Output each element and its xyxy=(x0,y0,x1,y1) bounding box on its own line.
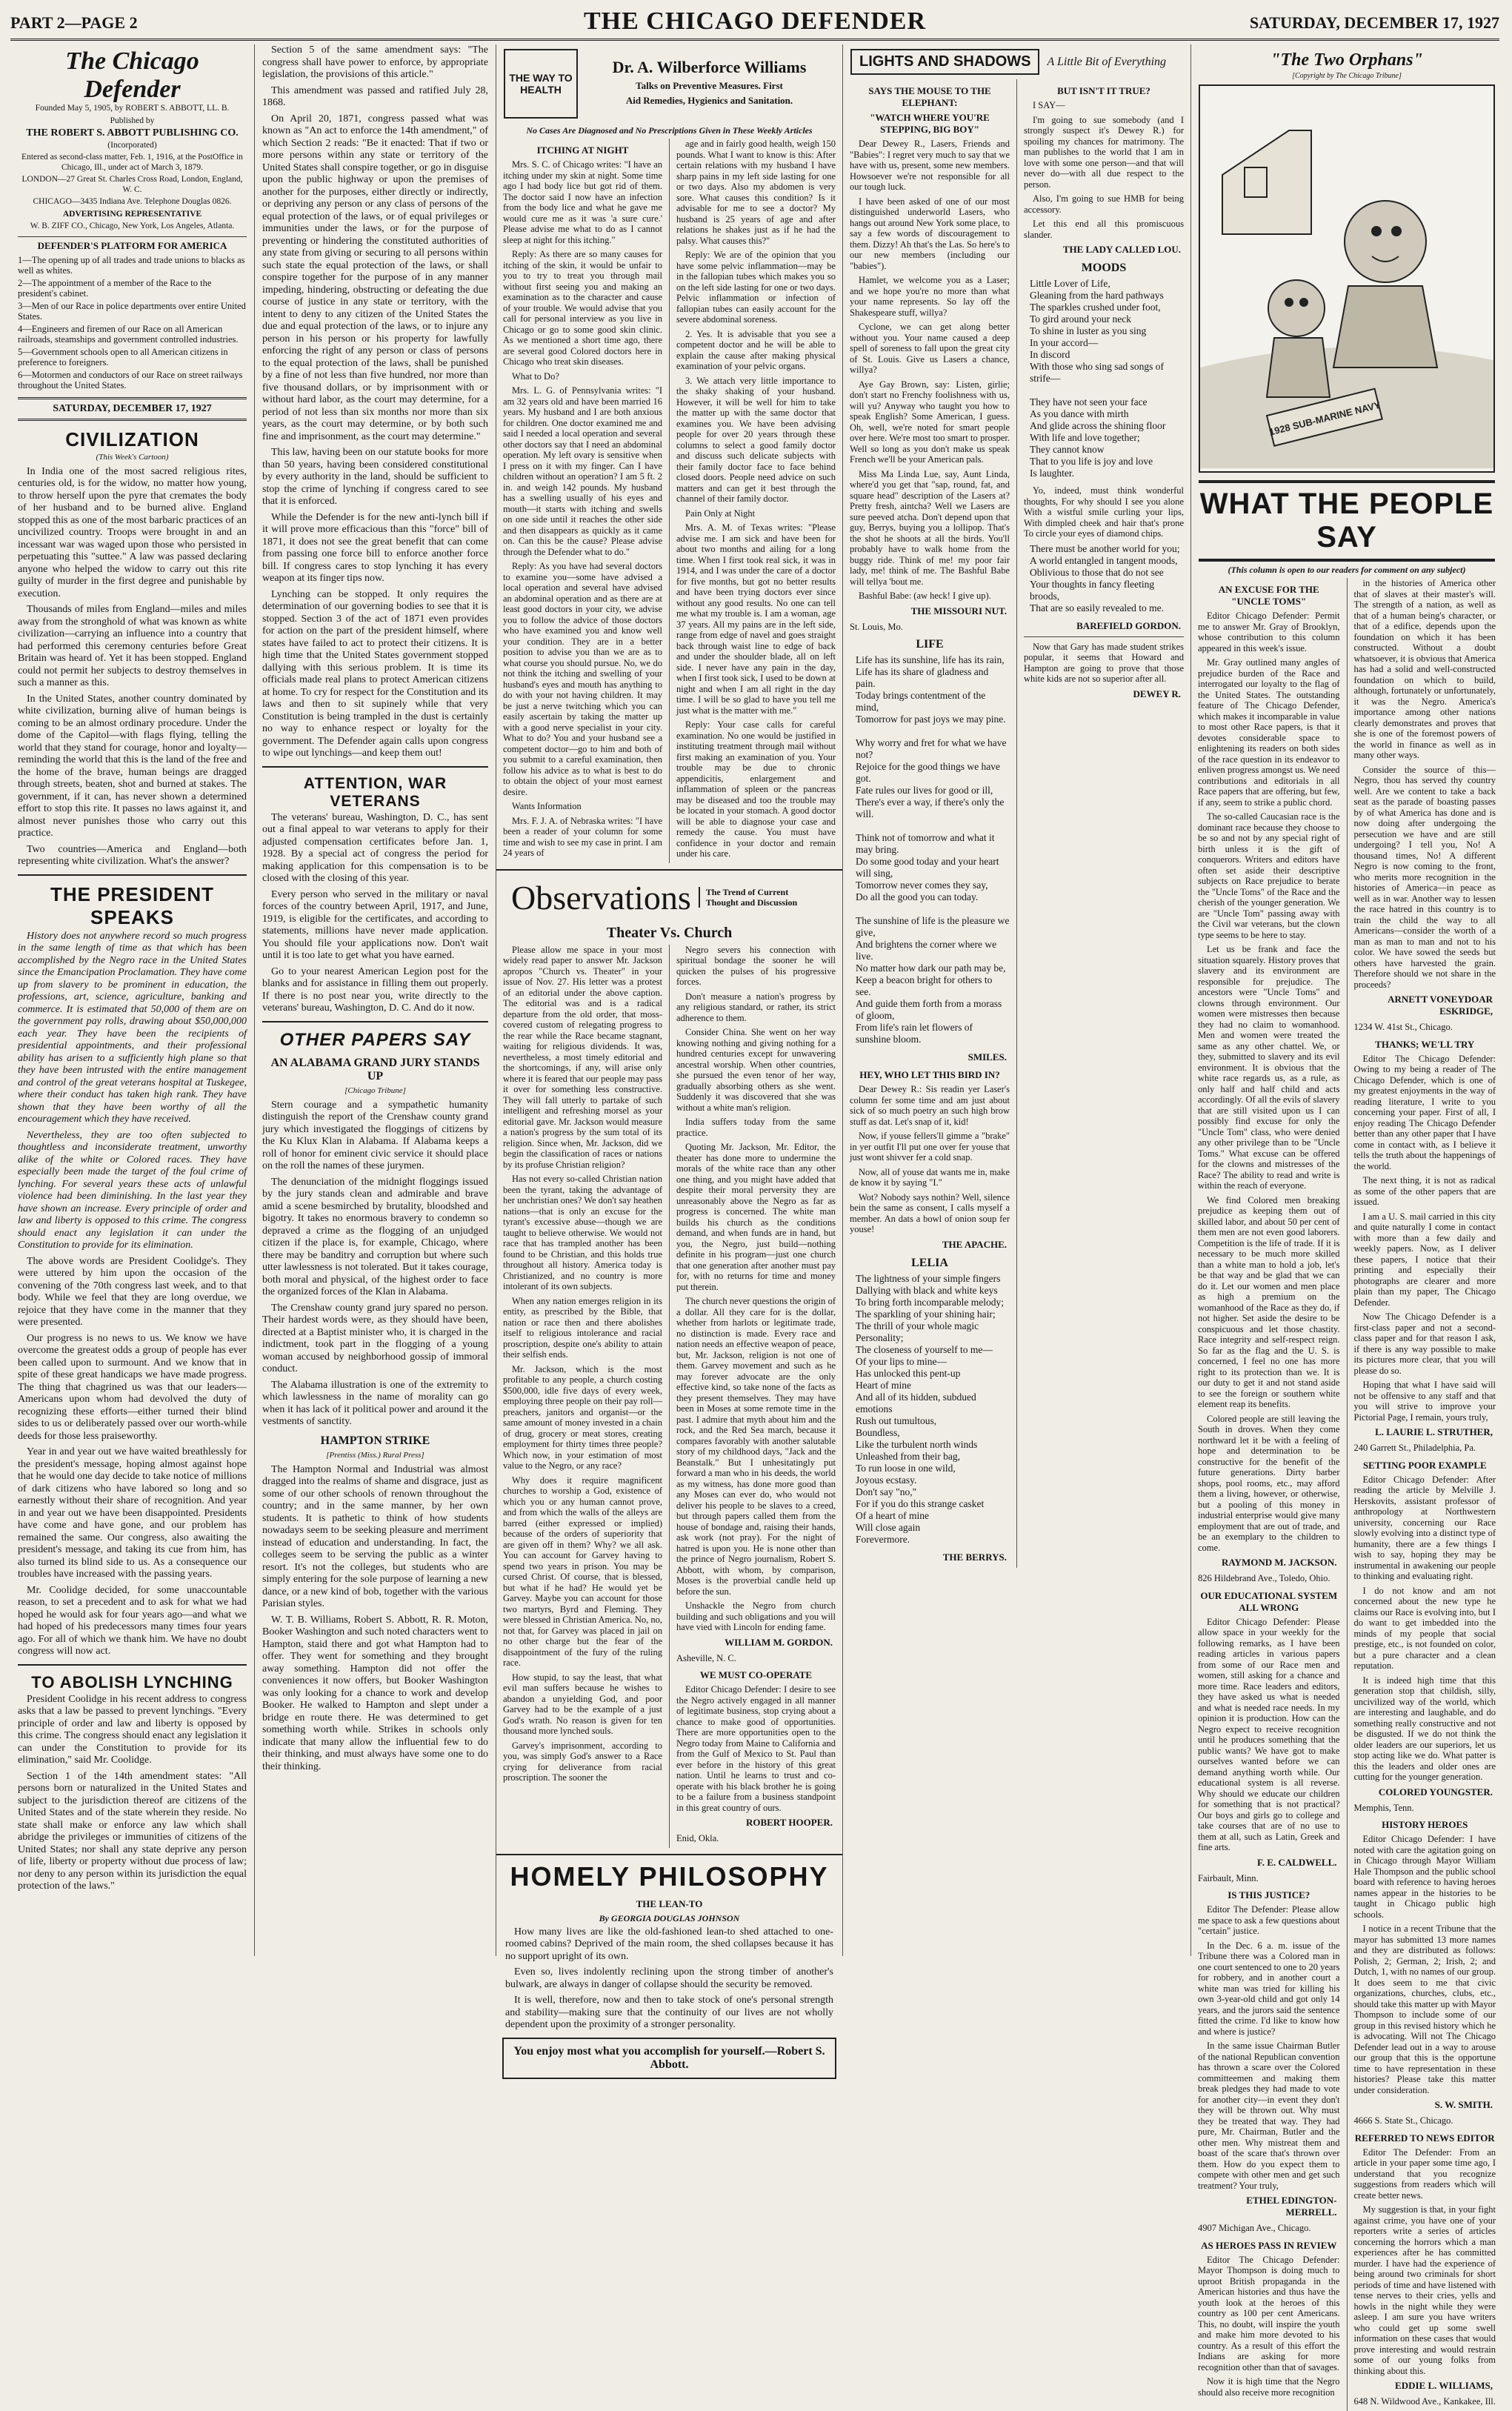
obs-right xyxy=(676,945,836,1633)
poem-line: With those who sing sad songs of strife— xyxy=(1030,361,1164,384)
doctor-para: 2. Yes. It is advisable that you see a competent doctor and he will be able to explain the cause after making physical examination of your pelvic organs. xyxy=(676,328,836,371)
poem-line: To gird around your neck xyxy=(1030,313,1132,325)
poem-line: There must be another world for you; xyxy=(1030,542,1180,554)
poem-line: Your thoughts in fancy fleeting broods, xyxy=(1030,578,1155,602)
sig-merrell: ETHEL EDINGTON-MERRELL. xyxy=(1246,2195,1337,2218)
excuse-para: The so-called Caucasian race is the dominant race because they choose to be so and not by any special right of birth unless it is the gift of conquerors. Writers and editors have often set aside their descriptive subjects on Race prejudice to berate the "Uncle Toms" of the Race and the cherish of the younger generation. We are "Uncle Tom" passing away with the Civil war veterans, but the clown type seems to be here to stay. xyxy=(1198,811,1340,940)
doctor-name: Dr. A. Wilberforce Williams xyxy=(612,58,807,76)
sig-youngster: COLORED YOUNGSTER. xyxy=(1378,1786,1493,1798)
president-intro xyxy=(18,931,247,1252)
svg-text:1928 SUB-MARINE NAVY: 1928 SUB-MARINE NAVY xyxy=(1268,399,1382,438)
doctor-para: 3. We attach very little importance to the shaky shaking of your husband. However, it will be well for him to take the matter up with the same doctor that examines you. We have been advising people for over 20 years through these columns to select a good family doctor and discuss such delicate subjects with their family doctor face to face behind closed doors. People need advice on such matters and can get it best through the channel of their family doctor. xyxy=(676,375,836,504)
doctor-para: Pain Only at Night xyxy=(685,508,756,519)
incorporated: (Incorporated) xyxy=(107,140,157,150)
sig-smiles: SMILES. xyxy=(968,1051,1007,1062)
poor-body xyxy=(1354,1474,1496,1783)
news-title: REFERRED TO NEWS EDITOR xyxy=(1354,2132,1495,2144)
jury-para: The Alabama illustration is one of the extremity to which lawlessness in the name of morality can go when it has lack of it political power and around it the vestments of sanctity. xyxy=(262,1379,488,1427)
published-by: Published by xyxy=(110,116,155,125)
homely-byline: By GEORGIA DOUGLAS JOHNSON xyxy=(599,1912,740,1923)
coop-para: Editor Chicago Defender: I desire to see the Negro actively engaged in all manner of legitimate business, stop crying about a chance to make good of opportunities. There are more opportunities open to the Negro today from Maine to California and from the Gulf of Mexico to St. Paul than ever before in the history of this great nation. Until he learns to trust and co-operate with his black brother he is going to be a failure from a business standpoint in this great country of ours. xyxy=(676,1684,836,1813)
jury-para: The denunciation of the midnight floggings issued by the jury stands clean and admirable and brave amid a scene besmirched by brutality, bloodshed and bigotry. It takes no enormous bravery to condemn so depraved a crime as the flogging of an unjudged citizen if the place is, for example, Chicago, where there may be banditry and corruption but where such utter lawlessness is not tolerated. But it takes courage, both moral and physical, of the highest order to face the organized forces of the Klan in Alabama. xyxy=(262,1176,488,1297)
poem-line: And brightens the corner where we live. xyxy=(856,939,997,962)
observations-header: Observations The Trend of Current Thought and Discussion xyxy=(496,877,842,919)
poem-line xyxy=(1030,385,1184,396)
lelia-title: LELIA xyxy=(911,1256,948,1269)
sig-barefield: BAREFIELD GORDON. xyxy=(1076,619,1181,631)
itching-title: ITCHING AT NIGHT xyxy=(536,144,629,156)
strike-source: [Prentiss (Miss.) Rural Press] xyxy=(326,1450,424,1460)
heroes-title: AS HEROES PASS IN REVIEW xyxy=(1201,2239,1337,2251)
moods-intro: Yo, indeed, must think wonderful thoughts, For why should I see you alone With a wistful smile curling your lips, With dimpled cheek and hair that's prone To circle your eyes of diamond chips. xyxy=(1024,485,1184,539)
poem-line: Little Lover of Life, xyxy=(1030,278,1110,289)
poem-line: In your accord— xyxy=(1030,337,1099,348)
doctor-tag1: Talks on Preventive Measures. First xyxy=(636,80,783,91)
excuse-body xyxy=(1198,611,1340,1553)
jury-para: The Crenshaw county grand jury spared no person. Their hardest words were, as they should have been, directed at a Baptist minister who, it is charged in the indictment, took part in the flogging of a young woman accused by neighborhood gossip of immoral conduct. xyxy=(262,1302,488,1374)
observations-para: Unshackle the Negro from church building and such obligations and you will have vied with Lincoln for ending fame. xyxy=(676,1600,836,1632)
poor-para: Editor Chicago Defender: After reading the article by Melville J. Herskovits, assistant professor of anthropology at Northwestern university, concerning our Race slowly evolving into a distinct type of humanity, there are a few things I wish to say, hoping they may be instrumental in awakening our people to thinking and evaluating right. xyxy=(1353,1474,1496,1581)
chicago-office: CHICAGO—3435 Indiana Ave. Telephone Douglas 0826. xyxy=(33,197,232,206)
mouse-title-2: "WATCH WHERE YOU'RE STEPPING, BIG BOY" xyxy=(870,112,990,135)
poem-line: Why worry and fret for what we have not? xyxy=(856,737,1007,760)
mouse-body xyxy=(850,139,1010,602)
page-number: PART 2—PAGE 2 xyxy=(10,13,138,32)
history-para: I notice in a recent Tribune that the mayor has submitted 13 more names and they are distributed as follows: Polish, 2; German, 2; Irish, 2; and Dutch, 1, with no names of our group. It does seem to me that civic organizations, churches, clubs, etc., should take this matter up with Mayor Thompson to include some of our group in this revised history which he is advocating. Will not The Chicago Defender lead out in a way to arouse our group that this is the opportune time to have representation in these histories? Please take this matter under consideration. xyxy=(1353,1923,1496,2095)
strike-body xyxy=(262,1464,488,1774)
heroes-continued xyxy=(1354,578,1496,990)
president-para: Year in and year out we have waited breathlessly for the president's message, hoping almost against hope that he would one day decide to take notice of millions of dark citizens who have labored so long and so earnestly without their share of recognition. And year in and year out we have been disappointed. Presidents have come and have gone, and our problem has remained the same. Our congress, also awaiting the president's message, and taking its cue from him, has also turned its blind side to us. As a consequence our troubles have increased with the passing years. xyxy=(18,1446,247,1580)
platform-item: 3—Men of our Race in police departments over entire United States. xyxy=(18,300,246,322)
observations-para: Has not every so-called Christian nation been the tyrant, taking the advantage of her unchristian ones? We don't say heathen nations—that is only an excuse for the tyrant's excessive abuse—though we are taught to believe otherwise. We would not race that has trampled another has been found to be Christian, and this holds true throughout all history. America today is Christianized, and no country is more intolerant of its own subjects. xyxy=(503,1174,662,1291)
veterans-body xyxy=(262,812,488,1015)
bird-para: Now, if youse fellers'll gimme a "brake" in yer outfit I'll put one over fer youse that just wont shivver fer a cold snap. xyxy=(850,1131,1010,1163)
excuse-para: Mr. Gray outlined many angles of prejudice burden of the Race and interrogated our loyalty to the flag of the United States. The outstanding feature of The Chicago Defender, which makes it incomparable in value to most other Race papers, is that it devotes considerable space to enlightening its readers on both sides of the race question in its endeavor to enliven progress amongst us. We need contributions and editorials in all Race papers that are offering, but few, if any, seem to strike a public chord. xyxy=(1198,657,1340,808)
poem-line: Keep a beacon bright for others to see. xyxy=(856,974,993,997)
observations-para: Mr. Jackson, which is the most profitable to any people, a church costing $500,000, idle five days of every week, employing three people on their pay roll—preachers, janitors and organist—or the same amount of money invested in a chain of drug, grocery or meat stores, creating employment for thirty times three people? Which now, in your estimation of most value to the Negro, or any race? xyxy=(503,1363,662,1471)
thanks-para: I am a U. S. mail carried in this city and quite naturally I come in contact with more than a few daily and weekly papers. Now, as I deliver these papers, I notice that their printing and especially their photographs are clearer and more plain than my paper, The Chicago Defender. xyxy=(1353,1211,1496,1308)
lights-subtitle: A Little Bit of Everything xyxy=(1047,55,1167,68)
lynching-para: Section 1 of the 14th amendment states: "All persons born or naturalized in the United States and subject to the jurisdiction thereof are citizens of the United States and of the state wherein they reside. No state shall make or enforce any law which shall abridge the privileges or immunities of citizens of the United States; nor shall any state deprive any person of life, liberty or property without due process of law; nor deny to any person within its jurisdiction the equal protection of the laws." xyxy=(18,1770,247,1892)
history-title: HISTORY HEROES xyxy=(1382,1819,1468,1830)
poem-line: Has unlocked this pent-up xyxy=(856,1367,961,1379)
heroes-para: Now it is high time that the Negro should also receive more recognition xyxy=(1198,2376,1340,2398)
doctor-para: Wants Information xyxy=(512,801,582,811)
poor-para: It is indeed high time that this generation stop that childish, silly, uncivilized way of the world, which are interesting and laughable, and do something really constructive and not be disgusted. If we do not think the older leaders are our superiors, let us stop acting like we do. What patter is this the leaders and older ones are cutting for the younger generation. xyxy=(1353,1675,1496,1782)
column-7-8: "The Two Orphans" [Copyright by The Chicago Tribune] 1928 SUB-MARINE NAVY WHAT THE PEOPLE SAY (This column is open to our readers for comment on any subject) AN EXCUSE FOR THE "UNCLE TOMS" Editor Chicago Defender: Permit me to answer Mr. Gray of Brooklyn, whose contribution to this column appeared in this week's issue. Mr. Gray outlined many angles of prejudice burden of the Race and interrogated our loyalty to the flag of the United States. The outstanding feature of The Chicago Defender, which makes it incomparable in value to most other Race papers, is that it devotes considerable space to enlightening its readers on both sides of the race question in its endeavor to enliven progress amongst us. We need contributions and editorials in all Race papers that are offering, but few, if any, seem to strike a public chord. The so-called Caucasian race is the dominant race because they choose to be so and not by any special right of birth unless it is the gift of conquerors. Writers and editors have often set aside their descriptive subjects on Race prejudice to berate the "Uncle Toms" of the Race and the cherish of the younger generation. We are "Uncle Tom" passing away with the Civil war veterans, but the clown type seems to be here to stay. Let us be frank and face the situation squarely. History proves that slavery and its environment are responsible for prejudice. The ancestors were "Uncle Toms" and clowns through environment. Our women were mistresses then because they had no claim to womanhood. Men and women were treated the same as any other chattel. We, or they, submitted to slavery and its evil environment. It is obvious that the white race regards us, as a rule, as only half and half child and acts accordingly. Of all the evils of slavery that are still visited upon us I can possibly find excuse for only the "Uncle Tom" class, who were denied any other privilege than to be "Uncle Toms." What excuse can be offered for the clowns and mistresses of the Race? The ability to read and write is within the reach of everyone. We find Colored men breaking prejudice as keeping them out of skilled labor, and about 50 per cent of them men are not even good laborers. Competition is the life of trade. If it is necessary to be much more skilled than a white man to hold a job, let's be that way and be glad that we can do it. Let our women and men place as high a premium on the womanhood of the Race as they do, if not higher. Set aside the desire to be conspicuous and let those chastity. Race integrity and self-respect reign. So far as the flag and the U. S. is concerned, I feel no one has more right to its protection than we. It is our duty to get it and not stand aside to see the foreign or southern white element reap its benefits. Colored people are still leaving the South in droves. When they come northward let it be with a feeling of hope and determination to be constructive for the benefit of the future generations. Dirty barber shops, pool rooms, etc., may afford them a living, however, or otherwise, but a pooling of this money in industrial enterprise would give many employment that are out of trade, and be an exemplary to the children to come. RAYMOND M. JACKSON. 826 Hildebrand Ave., Toledo, Ohio. OUR EDUCATIONAL SYSTEM ALL WRONG Editor Chicago Defender: Please allow space in your weekly for the following remarks, as I have been reading articles in various papers from some of our Race men and women, still asking for a chance and more time. Race leaders and editors, they have asked us what is needed and what is needed race needs. In my opinion it is production. How can the Negro expect to receive recognition until he produces something that the public wants? We have got to make ourselves wanted before we can demand anything worth while. Our educational system is all reverse. Why should we educate our children for something that is not practical? Our boys and girls go to college and take courses that are of no use to them at all, such as Latin, Greek and fine arts. F. E. CALDWELL. Fairbault, Minn. IS THIS JUSTICE? Editor The Defender: Please allow me space to ask a few questions about "certain" justice. In the Dec. 6 a. m. issue of the Tribune there was a Colored man in one court sentenced to one to 20 years for robbery, and in another court a white man was tried for killing his own 3-year-old child and got only 14 years, and the jurors said the sentence fitted the crime. I'd like to know how and where is justice? In the same issue Chairman Butler of the national Republican convention has thrown a scare over the Colored committeemen and making them break pledges they had made to vote for another city—in event they don't they will be thrown out. Why must they be treated that way. They had pure, Mr. Chairman, Butler and the other men. Why mistreat them and boast of the scare that's thrown over them. How do you expect them to compete with other men and get such treatment? Your truly, ETHEL EDINGTON-MERRELL. 4907 Michigan Ave., Chicago. AS HEROES PASS IN REVIEW Editor The Chicago Defender: Mayor Thompson is doing much to uproot British propaganda in the American histories and thus have the youth look at the heroes of this country as 100 per cent Americans. This, no doubt, will inspire the youth and make him more devoted to his country. As a result of this effort the Indians are asking for more recognition other than that of savages. Now it is high time that the Negro should also receive more recognition in the histories of America other that of slaves at their master's will. The strength of a nation, as well as that of a human being's character, or that of a edifice, depends upon the foundation on which it has been constructed. Without a doubt whatsoever, it is obvious that America has had a solid and well-constructed foundation on which to build, although, fortunately or unfortunately, it was the Negro. America's importance among other nations clearly demonstrates and proves that she is one of the foremost powers of the world in finance as well as in many other ways. Consider the source of this—Negro, thou has served thy country well. Are we content to take a back seat as the parade of boasting passes by of what America has done and is now doing after undergoing the persecution we have and are still undergoing? I tell you, No! A thousand times, No! A different Negro is now coming to the front, who merits more recognition in the histories of America—in peace as well as in war. Another way to lessen the race hatred in this country is to train the child the way to all Americans—consider the worth of a man as man to man and not to his color. We have sowed the seeds but others have harvested the grain. Therefore should we not share in the proceeds? ARNETT VONEYDOAR ESKRIDGE, 1234 W. 41st St., Chicago. THANKS; WE'LL TRY Editor The Chicago Defender: Owing to my being a reader of The Chicago Defender, which is one of my greatest enjoyments in the way of reading literature, I write to you concerning your paper. First of all, I enjoy reading The Chicago Defender better than any other paper that I have come in contact with, as I believe it tells the truth about the happenings of the world. The next thing, it is not as radical as some of the other papers that are issued. I am a U. S. mail carried in this city and quite naturally I come in contact with more than a few daily and weekly papers. Now, as I deliver these papers, I notice that their printing and especially their photographs are clearer and more plain than my paper, The Chicago Defender. Now The Chicago Defender is a first-class paper and not a second-class paper and for that reason I ask, if there is any way possible to make its pictures more clear, that you will please do so. Hoping that what I have said will not be offensive to any staff and that you will strive to improve your Pictorial Page, I remain, yours truly, L. LAURIE L. STRUTHER, 240 Garrett St., Philadelphia, Pa. SETTING POOR EXAMPLE Editor Chicago Defender: After reading the article by Melville J. Herskovits, assistant professor of anthropology at Northwestern university, concerning our Race slowly evolving into a distinct type of humanity, there are a few things I wish to say, hoping they may be instrumental in awakening our people to thinking and evaluating right. I do not know and am not concerned about the new type he claims our Race is evolving into, but I do want to get imbedded into the minds of my people that social prestige, etc., is not founded on color, but a pure character and a clean reputation. It is indeed high time that this generation stop that childish, silly, uncivilized way of the world, which are interesting and laughable, and do something really constructive and not be disgusted. If we do not think the older leaders are our superiors, let us stop acting like we do. What patter is this the leaders and older ones are cutting for the younger generation. COLORED YOUNGSTER. Memphis, Tenn. HISTORY HEROES Editor Chicago Defender: I have noted with care the agitation going on in Chicago through Mayor William Hale Thompson and the public school board with reference to having heroes names appear in the histories to be taught in Chicago public high schools. I notice in a recent Tribune that the mayor has submitted 13 more names and they are distributed as follows: Polish, 2; German, 2; Irish, 2; and Dutch, 1, with no names of our group. It does seem to me that civic organizations, churches, clubs, etc., should take this matter up with Mayor Thompson to include some of our group in this revised history which he is advocating. Will not The Chicago Defender lead out in a way to arouse our group that this is the opportune time to have representation in these histories? Please take this matter under consideration. S. W. SMITH. 4666 S. State St., Chicago. REFERRED TO NEWS EDITOR Editor The Defender: From an article in your paper some time ago, I understand that you recognize suggestions from readers which will create better news. My suggestion is that, in your fight against crime, you have one of your reporters write a series of articles concerning the horrors which a man experiences after he has committed murder. I have had the experience of being around two criminals for short periods of time and have listened with tense nerves to their cries, yells and howls in the night while they were asleep. I am sure you have writers who could get up some swell information on these cases that would prove interesting and would restrain some of our young folks from thinking about this. EDDIE L. WILLIAMS, 648 N. Wildwood Ave., Kankakee, Ill. xyxy=(1191,44,1502,1956)
poem-line: Will close again xyxy=(856,1521,921,1533)
poem-line: Rush out tumultous, xyxy=(856,1414,937,1426)
justice-title: IS THIS JUSTICE? xyxy=(1228,1889,1310,1900)
edu-title: OUR EDUCATIONAL SYSTEM ALL WRONG xyxy=(1200,1589,1338,1613)
observations-para: How stupid, to say the least, that what evil man suffers because he wishes to abandon a unyielding God, and poor Garvey had to be the example of a just God's wrath. No reason is given for ten thousand more lynched souls. xyxy=(503,1672,662,1736)
moods-poem-2 xyxy=(1030,543,1184,614)
excuse-para: We find Colored men breaking prejudice as keeping them out of skilled labor, and about 50 per cent of them men are not even good laborers. Competition is the life of trade. If it is necessary to be much more skilled than a white man to hold a job, let's be that way and be glad that we can do it. Let our women and men place as high a premium on the womanhood of the Race as they do, if not higher. Set aside the desire to be conspicuous and let those chastity. Race integrity and self-respect reign. So far as the flag and the U. S. is concerned, I feel no one has more right to its protection than we. It is our duty to get it and not stand aside to see the foreign or southern white element reap its benefits. xyxy=(1198,1194,1340,1409)
poem-line: Dallying with black and white keys xyxy=(856,1284,998,1296)
thanks-para: Hoping that what I have said will not be offensive to any staff and that you will strive to improve your Pictorial Page, I remain, yours truly, xyxy=(1353,1380,1496,1423)
heroes-para: in the histories of America other that of slaves at their master's will. The strength of a nation, as well as that of a human being's character, or that of a edifice, depends upon the foundation on which it has been constructed. Without a doubt whatsoever, it is obvious that America has had a solid and well-constructed foundation on which to build, although, fortunately or unfortunately, it was the Negro. America's importance among other nations clearly demonstrates and proves that she is one of the foremost powers of the world in finance as well as in many other ways. xyxy=(1353,578,1496,760)
sig-smith: S. W. SMITH. xyxy=(1434,2099,1493,2110)
poem-line: The lightness of your simple fingers xyxy=(856,1272,1001,1284)
heroes-para: Editor The Chicago Defender: Mayor Thompson is doing much to uproot British propaganda in the American histories and thus have the youth look at the heroes of this country as 100 per cent Americans. This, no doubt, will inspire the youth and make him more devoted to his country. As a result of this effort the Indians are asking for more recognition other than that of savages. xyxy=(1198,2254,1340,2372)
poem-line xyxy=(856,820,1010,832)
excuse-para: Let us be frank and face the situation squarely. History proves that slavery and its environment are responsible for prejudice. The ancestors were "Uncle Toms" and clowns through environment. Our women were mistresses then because they had no claim to womanhood. Men and women were treated the same as any other chattel. We, or they, submitted to slavery and its evil environment. It is obvious that the white race regards us, as a rule, as only half and half child and acts accordingly. Of all the evils of slavery that are still visited upon us I can possibly find excuse for only the "Uncle Tom" class, who were denied any other privilege than to be "Uncle Toms." What excuse can be offered for the clowns and mistresses of the Race? The ability to read and write is within the reach of everyone. xyxy=(1198,944,1340,1191)
poem-line: Fate rules our lives for good or ill, xyxy=(856,785,993,796)
dewey-para: Now that Gary has made student strikes popular, it seems that Howard and Hampton are going to prove that those white kids are not so superior after all. xyxy=(1024,641,1184,684)
poem-line: The thrill of your whole magic xyxy=(856,1320,979,1331)
poem-line: The sparkling of your shining hair; xyxy=(856,1308,996,1320)
column-3-4: THE WAY TO HEALTH Dr. A. Wilberforce Williams Talks on Preventive Measures. First Aid Remedies, Hygienics and Sanitation. No Cases Are Diagnosed and No Prescriptions Given in These Weekly Articles ITCHING AT NIGHT Mrs. S. C. of Chicago writes: "I have an itching under my skin at night. Some time ago I had body lice but got rid of them. The doctor said I now have an infection from the body lice and what he gave me would cure me as it was 'a sure cure.' Please advise me what to do as I cannot sleep at night for this itching." Reply: As there are so many causes for itching of the skin, it would be unfair to you to try to treat you through mail without first seeing you and making an examination as to the character and cause of your trouble. We would advise that you call for personal interview as you live in Chicago or go to some good skin clinic. As we mentioned a short time ago, there are several good Colored doctors here in Chicago who treat skin diseases. What to Do? Mrs. L. G. of Pennsylvania writes: "I am 32 years old and have been married 16 years. My husband and I are both anxious for children. One doctor examined me and said I needed a local operation and several other doctors say that I need an abdominal operation. My left ovary is sensitive when I press on it with my finger. Can I have children without an operation? I am 5 ft. 2 in. and weigh 142 pounds. My husband has a swelling usually of his eyes and mouth—it starts with itching and swells on one side until it reaches the other side and then disappears as quickly as it came on. Can this be the cause? Please advise through the Defender what to do." Reply: As you have had several doctors to examine you—some have advised a local operation and several have advised an abdominal operation and as there are at least good doctors in your city, we advise you to follow the advice of those doctors who have examined you and know well your condition. They are in a better position to advise you than we are as to what course you should pursue. No, we do not think the itching and swelling of your husband's eyes and mouth has anything to do with your not having children. It may be just a nerve twitching which you can easily ascertain by taking the matter up with a good nerve specialist in your city. What to do? You and your husband see a competent doctor—go to him and both of you submit to a careful examination, then follow his advice as to what is best to do to obtain the object of your most earnest desire. Wants Information Mrs. F. J. A. of Nebraska writes: "I have been a reader of your column for some time and wish to see my case in print. I am 24 years of age and in fairly good health, weigh 150 pounds. What I want to know is this: After certain relations with my husband I have sharp pains in my left side lasting for one or two days. Also my abdomen is very sore. What causes this condition? Is it advisable for me to see a doctor? My husband is 25 years of age and after relations he shakes just as if he had the palsy. What causes this?" Reply: We are of the opinion that you have some pelvic inflammation—may be in the fallopian tubes which makes you so on the left side lasting for one or two days. Pelvic inflammation or infection of fallopian tubes can easily account for the severe abdominal soreness. 2. Yes. It is advisable that you see a competent doctor and he will be able to explain the cause after making physical examination of your pelvic organs. 3. We attach very little importance to the shaky shaking of your husband. However, it will be well for him to take the matter up with the same doctor that examines you. We have been advising people for over 20 years through these columns to select a good family doctor and discuss such delicate subjects with their family doctor face to face behind closed doors. People need advice on such matters and can get it best through the channel of their family doctor. Pain Only at Night Mrs. A. M. of Texas writes: "Please advise me. I am sick and have been for about two months and ailing for a long time. When I first took real sick, it was in 1914, and I was under the care of a doctor for five months, but got no better results and have been trying doctors ever since without any good results. No one can tell me what my trouble is. I am a woman, age 37 years. All my pains are in the left side, range from edge of navel and goes straight back through waist line to edge of back and under the shoulder blade, all on left side. I never have any pain in the day, when I first took sick, I used to be down at night and when I am all right in the day time. I will be so glad to have you tell me just what is the matter with me." Reply: Your case calls for careful examination. No one would be justified in instituting treatment through mail without first making an examination of you. Your trouble may be due to chronic appendicitis, enlargement and inflammation of spleen or the pancreas may be diseased and too the trouble may be located in your stomach. A good doctor will be able to diagnose your case and remedy the cause. You must have confidence in your doctor and remain under his care. Observations The Trend of Current Thought and Discussion Theater Vs. Church Please allow me space in your most widely read paper to answer Mr. Jackson apropos "Church vs. Theater" in your issue of Nov. 27. His letter was a protest of an editorial under the above caption. The editorial was and is a radical departure from the old order, that moss-covered custom of relegating progress to the rear while the Race became stagnant, waiting for religious dividends. It was, nevertheless, a most timely editorial and the shortcomings, if any, will arise only where it is feared that our people may pass it over for something less constructive. They will fall utterly to partake of such intelligent and refreshing morsel as your editorial gave. Mr. Jackson would measure a nation's progress by the sum total of its religion. Since when, Mr. Jackson, did we begin the classification of races or nations by its profuse Christian religion? Has not every so-called Christian nation been the tyrant, taking the advantage of her unchristian ones? We don't say heathen nations—that is only an excuse for the tyrant's excessive abuse—though we are taught to believe otherwise. We would not race that has trampled another has been found to be Christian, and this holds true throughout all history. America today is Christianized, and no country is more intolerant of its own subjects. When any nation emerges religion in its entity, as prescribed by the Bible, that nation or race then and there abolishes itself to religious intolerance and racial proscription, despite one's ability to attain their selfish ends. Mr. Jackson, which is the most profitable to any people, a church costing $500,000, idle five days of every week, employing three people on their pay roll—preachers, janitors and organist—or the same amount of money invested in a chain of drug, grocery or meat stores, creating employment for thirty times three people? Which now, in your estimation of most value to the Negro, or any race? Why does it require magnificent churches to worship a God, existence of which you or any human cannot prove, and from which the walls of the alleys are barred (either expressed or implied) because of the orders of superiority that are given off in them? Why? we all ask. You can account for Garvey having to spend two years in prison. You may be cursed Christ. Of course, that is blessed, but what if he had? He would yet be Garvey. Maybe you can account for those two martyrs, Byrd and Fleming. They were blessed in Christian America. No, no, not that, for Garvey was placed in jail on no other charge but the fear of the disappointment of the fury of the ruling race. How stupid, to say the least, that what evil man suffers because he wishes to abandon a unyielding God, and poor Garvey had to be the example of a just God's wrath. No reason is given for ten thousand more lynched souls. Garvey's imprisonment, according to you, was simply God's answer to a Race crying for deliverance from racial proscription. The sooner the Negro severs his connection with spiritual bondage the sooner he will quicken the pulses of his progressive forces. Don't measure a nation's progress by any religious standard, or rather, its strict adherence to them. Consider China. She went on her way knowing nothing and giving nothing for a hundred centuries except for unwavering ancestral worship. When other countries, she pursued the even tenor of her way, gradually absorbing others as she went. Suddenly it was discovered that she was without a white man's religion. India suffers today from the same practice. Quoting Mr. Jackson, Mr. Editor, the theater has done more to undermine the morals of the white race than any other one thing, and you might have added that despite their moral perversity they are unreasonably above the Negro as far as progress is concerned. The white man builds his church as the conditions demand, and when funds are in hand, but you, the Negro, just build—nothing definite in his program—just one church that one generation after another must pay for, with no returns for time and money put therein. The church never questions the origin of a dollar. All they care for is the dollar, whether from harlots or legitimate trade, no distinction is made. Every race and nation needs an effective weapon of peace, but, Mr. Jackson, religion is not one of them. Garvey movement and such as he may forever advocate are the only effective kind, so take none of the facts as they present themselves. They may have been in Moses at some remote time in the past. I admire that myth about him and the rock, and the Red Sea march, because it compares favorably with another salutable story of my childhood days, "Jack and the Beanstalk." But I unhesitatingly put forward a man who in his deeds, the world as my witness, has done more good than any Moses can ever do, who would not deliver his people to be slaves to a creed, but through papers called them from the house of bondage and, raising their hands, ask work (not pray). For the night of hatred is upon you. He is none other than the prince of Negro journalism, Robert S. Abbott, with whom, by comparison, Moses is the proverbial candle held up before the sun. Unshackle the Negro from church building and such obligations and you will have vied with Lincoln for ending fame. WILLIAM M. GORDON. Asheville, N. C. WE MUST CO-OPERATE Editor Chicago Defender: I desire to see the Negro actively engaged in all manner of legitimate business, stop crying about a chance to make good of opportunities. There are more opportunities open to the Negro today from Maine to California and from the Gulf of Mexico to St. Paul than ever before in the history of this great nation. Until he learns to trust and co-operate with his black brother he is going to be a failure from a business standpoint in this great country of ours. ROBERT HOOPER. Enid, Okla. HOMELY PHILOSOPHY THE LEAN-TO By GEORGIA DOUGLAS JOHNSON How many lives are like the old-fashioned lean-to shed attached to one-roomed cabins? Deprived of the main room, the shed collapses because it has no support upright of its own. Even so, lives indolently reclining upon the strong timber of another's bulwark, are always in danger of collapse should the security be removed. It is well, therefore, now and then to take stock of one's personal strength and stability—making sure that the continuity of our lives are not wholly dependent upon the proximity of a stronger personality. You enjoy most what you accomplish for yourself.—Robert S. Abbott. xyxy=(496,44,843,1956)
poem-line: Joyous ecstasy. xyxy=(856,1474,917,1486)
poem-line: To run loose in one wild, xyxy=(856,1462,956,1474)
observations-title: Observations xyxy=(511,878,691,917)
true-para: I'm going to sue somebody (and I strongly suspect it's Dewey R.) for spoiling my chances for matrimony. The man publishes to the world that I am in love with some one person—and that will never do—with all due respect to the person. xyxy=(1024,114,1184,190)
wps-note: (This column is open to our readers for comment on any subject) xyxy=(1228,565,1466,575)
sig-berrys: THE BERRYS. xyxy=(942,1551,1007,1563)
heroes-para: Consider the source of this—Negro, thou has served thy country well. Are we content to take a back seat as the parade of boasting passes by of what America has done and is now doing after undergoing the persecution we have and are still undergoing? I tell you, No! A thousand times, No! A different Negro is now coming to the front, who merits more recognition in the histories of America—in peace as well as in war. Another way to lessen the race hatred in this country is to train the child the way to all Americans—consider the worth of a man as man to man and not to his color. We have sowed the seeds but others have harvested the grain. Therefore should we not share in the proceeds? xyxy=(1353,764,1496,990)
observations-para: Quoting Mr. Jackson, Mr. Editor, the theater has done more to undermine the morals of the white race than any other one thing, and you might have added that despite their moral perversity they are unreasonably above the Negro as far as progress is concerned. The white man builds his church as the conditions demand, and when funds are in hand, but you, the Negro, just build—nothing definite in his program—just one church that one generation after another must pay for, with no returns for time and money put therein. xyxy=(676,1142,836,1292)
homely-title: HOMELY PHILOSOPHY xyxy=(510,1860,829,1892)
poem-line: Heart of mine xyxy=(856,1379,911,1391)
excuse-title: AN EXCUSE FOR THE "UNCLE TOMS" xyxy=(1218,584,1319,607)
poem-line: Tomorrow for past joys we may pine. xyxy=(856,714,1006,725)
bird-para: Wot? Nobody says nothin? Well, silence bein the same as consent, I calls myself a member. An dats a bowl of onion soup fer youse! xyxy=(850,1191,1010,1234)
masthead-logo: The Chicago Defender xyxy=(65,47,199,103)
poem-line: The sunshine of life is the pleasure we give, xyxy=(856,915,1010,938)
poem-line: A world entangled in tangent moods, xyxy=(1030,554,1178,566)
edu-body xyxy=(1198,1617,1340,1853)
homely-body xyxy=(496,1926,842,2032)
coop-body xyxy=(676,1684,836,1813)
mouse-para: Dear Dewey R., Lasers, Friends and "Babies": I regret very much to say that we have with us, present, some new members. Howsoever we're not responsible for all our tough luck. xyxy=(850,139,1010,192)
poem-line: That to you life is joy and love xyxy=(1030,456,1153,467)
theater-title: Theater Vs. Church xyxy=(606,924,733,941)
doctor-para: Reply: We are of the opinion that you have some pelvic inflammation—may be in the fallopian tubes which makes you so on the left side lasting for one or two days. Pelvic inflammation or infection of fallopian tubes can easily account for the severe abdominal soreness. xyxy=(676,250,836,325)
doctor-right xyxy=(676,139,836,859)
civilization-para: Thousands of miles from England—miles and miles away from the stronghold of what was known as white civilization—carrying an influence into a country that had performed this ceremony centuries before Great Britain was heard of. Yet it has been stopped. England could not permit her subjects to destroy themselves in such a manner as this. xyxy=(18,604,247,688)
sig-caldwell: F. E. CALDWELL. xyxy=(1256,1856,1337,1868)
doctor-para: Mrs. F. J. A. of Nebraska writes: "I have been a reader of your column for some time and wish to see my case in print. I am 24 years of xyxy=(503,815,662,858)
doctor-para: Mrs. S. C. of Chicago writes: "I have an itching under my skin at night. Some time ago I had body lice but got rid of them. The doctor said I now have an infection from the body lice and what he gave me would cure me as it was 'a sure cure.' Please advise me what to do as I cannot sleep at night for this itching." xyxy=(503,159,662,245)
poor-para: I do not know and am not concerned about the new type he claims our Race is evolving into, but I do want to get imbedded into the minds of my people that social prestige, etc., is not founded on color, but a pure character and a clean reputation. xyxy=(1353,1585,1496,1671)
mouse-para: Aye Gay Brown, say: Listen, girlie; don't start no Frenchy foolishness with us, will yu? Anyway who taught you how to speak English? Some American, I guess. Oh, well, we're noted for smart people over here. We're most too smart to prosper. Well so long as you don't make us speak French we'll be your American pals. xyxy=(850,379,1010,465)
poem-line: In discord xyxy=(1030,349,1070,360)
platform-item: 1—The opening up of all trades and trade unions to blacks as well as whites. xyxy=(18,254,245,276)
civilization-para: In India one of the most sacred religious rites, centuries old, is for the widow, no matter how young, to throw herself upon the pyre that cremates the body of her husband and to be burned alive. England stopped this as one of the most barbaric practices of an uncivilized country. Troops were brought in and an incessant war was waged upon those who persisted in perpetuating this "suttee." A law was passed declaring anyone who helped the widow to carry out this rite guilty of murder in the first degree and punishable by execution. xyxy=(18,465,247,599)
poem-line: And all of its hidden, subdued emotions xyxy=(856,1391,976,1414)
mouse-para: I have been asked of one of our most distinguished underworld Lasers, who hangs out around New York some place, to say a few words of discouragement to them. Dizzy! Ah that's the Las. So here's to our new members (including our "babies"). xyxy=(850,196,1010,271)
veterans-title: ATTENTION, WAR VETERANS xyxy=(303,774,447,810)
poem-line: Rejoice for the good things we have got. xyxy=(856,761,1000,784)
news-para: Editor The Defender: From an article in your paper some time ago, I understand that you recognize suggestions from readers which will create better news. xyxy=(1353,2146,1496,2201)
running-header xyxy=(10,4,1499,41)
poem-line: That are so easily revealed to me. xyxy=(1030,602,1165,613)
lynching-para: While the Defender is for the new anti-lynch bill if it will prove more efficacious than this "force" bill of 1871, it does not see the great benefit that can come from passing one force bill to enforce another force bill. If congress cares to stop lynching it has every weapon at its finger tips now. xyxy=(262,511,488,584)
thanks-body xyxy=(1354,1054,1496,1423)
mouse-title: SAYS THE MOUSE TO THE ELEPHANT: xyxy=(868,85,991,108)
platform-item: 6—Motormen and conductors of our Race on street railways throughout the United States. xyxy=(18,369,243,390)
poem-line: Think not of tomorrow and what it may bring. xyxy=(856,832,995,855)
civilization-para: In the United States, another country dominated by white civilization, burning alive of human beings is coming to be an almost ordinary procedure. Under the dome of the Capitol—with flags flying, telling the world that they stand for courage, honor and loyalty—reminding the world that this is the land of the free and the home of the brave, human beings are dragged through streets, beaten, shot and burned at stakes. The government, if it can, has never shown a determined effort to stop this rite. It passes no laws against it, and almost never punishes those who carry out this practice. xyxy=(18,693,247,839)
poem-line: Gleaning from the hard pathways xyxy=(1030,290,1164,301)
justice-para: In the Dec. 6 a. m. issue of the Tribune there was a Colored man in one court sentenced to one to 20 years for robbery, and in another court a white man was tried for killing his own 3-year-old child and got only 14 years, and the jurors said the sentence fitted the crime. I'd like to know how and where is justice? xyxy=(1198,1940,1340,2037)
doctor-para: Mrs. A. M. of Texas writes: "Please advise me. I am sick and have been for about two months and ailing for a long time. When I first took real sick, it was in 1914, and I was under the care of a doctor for five months, but got no better results and have been trying doctors ever since without any good results. No one can tell me what my trouble is. I am a woman, age 37 years. All my pains are in the left side, range from edge of navel and goes straight back through waist line to edge of back and under the shoulder blade, all on left side. I never have any pain in the day, when I first took sick, I used to be down at night and when I am all right in the day time. I will be so glad to have you tell me just what is the matter with me." xyxy=(676,522,836,716)
poem-line: The closeness of yourself to me— xyxy=(856,1343,993,1355)
justice-para: In the same issue Chairman Butler of the national Republican convention has thrown a scare over the Colored committeemen and making them break pledges they had made to vote for another city—in event they don't they will be thrown out. Why must they be treated that way. They had pure, Mr. Chairman, Butler and the other men. Why mistreat them and boast of the scare that's thrown over them. How do you expect them to compete with other men and get such treatment? Your truly, xyxy=(1198,2041,1340,2191)
news-body xyxy=(1354,2147,1496,2377)
thanks-para: Editor The Chicago Defender: Owing to my being a reader of The Chicago Defender, which is one of my greatest enjoyments in the way of reading literature, I write to you concerning your paper. First of all, I enjoy reading The Chicago Defender better than any other paper that I have come in contact with, as I believe it tells the truth about the happenings of the world. xyxy=(1353,1053,1496,1171)
civilization-sub: (This Week's Cartoon) xyxy=(96,452,169,462)
sig-hooper: ROBERT HOOPER. xyxy=(745,1817,833,1828)
observations-para: India suffers today from the same practice. xyxy=(676,1117,836,1138)
mouse-para: Bashful Babe: (aw heck! I give up). xyxy=(859,591,991,601)
leanto-title: THE LEAN-TO xyxy=(636,1898,703,1909)
sig-apache: THE APACHE. xyxy=(942,1238,1007,1250)
poem-line: For if you do this strange casket xyxy=(856,1497,985,1509)
sig-gordon: WILLIAM M. GORDON. xyxy=(725,1636,833,1648)
sig-dewey: DEWEY R. xyxy=(1133,688,1181,699)
life-title: LIFE xyxy=(916,638,944,651)
true-para: I SAY— xyxy=(1033,100,1065,110)
strike-title: HAMPTON STRIKE xyxy=(320,1434,430,1447)
poem-line: They cannot know xyxy=(1030,444,1105,455)
poem-line: Unleashed from their bag, xyxy=(856,1450,960,1462)
poem-line: Forevermore. xyxy=(856,1533,910,1545)
president-para: Our progress is no news to us. We know we have overcome the greatest odds a group of people has ever been called upon to surmount. And we know that in spite of these great handicaps we have made progress. The thing that chagrined us was that our leaders—Americans upon whom had devolved the duty of recognizing these efforts—either turned their blind sides to us or deliberately passed over our worth-while deeds for those less praiseworthy. xyxy=(18,1332,247,1442)
poem-line: Of a heart of mine xyxy=(856,1509,929,1521)
president-para: The above words are President Coolidge's. They were uttered by him upon the occasion of the convening of the 70th congress last week, and to that body. While we feel that they are long overdue, we rejoice that they have come in the manner that they were presented. xyxy=(18,1255,247,1328)
doctor-para: What to Do? xyxy=(512,370,559,382)
poem-line: Do some good today and your heart will sing, xyxy=(856,856,999,879)
doctor-para: age and in fairly good health, weigh 150 pounds. What I want to know is this: After certain relations with my husband I have sharp pains in my left side lasting for one or two days. Also my abdomen is very sore. What causes this condition? Is it advisable for me to see a doctor? My husband is 25 years of age and after relations he shakes just as if he had the palsy. What causes this?" xyxy=(676,139,836,246)
thanks-para: Now The Chicago Defender is a first-class paper and not a second-class paper and for that reason I ask, if there is any way possible to make its pictures more clear, that you will please do so. xyxy=(1353,1311,1496,1376)
mouse-para: Hamlet, we welcome you as a Laser; and we hope you're no more than what your name represents. So lay off the Shakespeare stuff, willya? xyxy=(850,275,1010,318)
president-para: Mr. Coolidge decided, for some unaccountable reason, to set a precedent and to ask for what we had hoped he would ask for four years ago—and what we had hoped of his predecessors many times four years ago. For all of which we thank him. We have no doubt congress will now act. xyxy=(18,1584,247,1657)
mouse-para: Miss Ma Linda Lue, say, Aunt Linda, where'd you get that "sap, round, fat, and square head" description of the Lasers at? Pretty fresh, aintcha? Well we Lasers are sure peeved atcha. Don't depend upon that guy, Berrys, buying you a lollipop. That's the shot he shoots at all the birds. You'll probably have to walk home from the buggy ride. Think of me! my poor fair lady, me! think of me. The Bashful Babe will tellya 'bout me. xyxy=(850,468,1010,587)
column-1 xyxy=(10,44,255,1956)
platform-item: 5—Government schools open to all American citizens in preference to foreigners. xyxy=(18,346,228,368)
london-office: LONDON—27 Great St. Charles Cross Road, London, England, W. C. xyxy=(21,175,243,194)
lelia-poem xyxy=(856,1273,1010,1546)
jury-title: AN ALABAMA GRAND JURY STANDS UP xyxy=(270,1056,480,1083)
poem-line: As you dance with mirth xyxy=(1030,408,1129,419)
lynching-para: Lynching can be stopped. It only requires the determination of our governing bodies to see that it is stopped. Section 3 of the act of 1871 even provides for action on the part of the president himself, where states have failed to act to protect their citizens. It is high time that the United States government stopped dallying with this serious problem. It is time its officials made real plans to protect American citizens at home. To cry for respect for the Constitution and its laws and then to sit supinely while that very Constitution is being trampled in the dust is certainly no way to enhance respect or loyalty for the government. The Defender again calls upon congress to wipe out lynchings—and keep them out! xyxy=(262,588,488,759)
doctor-header xyxy=(496,44,842,123)
poem-line: Of your lips to mine— xyxy=(856,1355,947,1367)
dewey-note xyxy=(1024,642,1184,685)
veterans-para: Every person who served in the military or naval forces of the country between April, 1917, and June, 1919, is eligible for the certificates, and according to statements, millions have never made application. You should file your applications now. Don't wait until it is too late to get what you have earned. xyxy=(262,888,488,961)
jury-body xyxy=(262,1100,488,1429)
veterans-para: The veterans' bureau, Washington, D. C., has sent out a final appeal to war veterans to apply for their adjusted compensation certificates before Jan. 1, 1928. By a special act of congress the period for making application for this compensation is to be closed with the closing of this year. xyxy=(262,811,488,884)
observations-para: Garvey's imprisonment, according to you, was simply God's answer to a Race crying for deliverance from racial proscription. The sooner the xyxy=(503,1740,662,1783)
cartoon-title: "The Two Orphans" xyxy=(1270,50,1423,70)
sig-jackson: RAYMOND M. JACKSON. xyxy=(1221,1557,1337,1568)
moods-title: MOODS xyxy=(1081,262,1127,274)
observations-para: Don't measure a nation's progress by any religious standard, or rather, its strict adherence to them. xyxy=(676,991,836,1023)
civilization-body xyxy=(18,466,247,868)
poem-line: Is laughter. xyxy=(1030,468,1074,479)
doctor-notice: No Cases Are Diagnosed and No Prescriptions Given in These Weekly Articles xyxy=(526,125,813,136)
poem-line: And glide across the shining floor xyxy=(1030,420,1166,431)
life-poem xyxy=(856,654,1010,1045)
observations-para: Why does it require magnificent churches to worship a God, existence of which you or any human cannot prove, and from which the walls of the alleys are barred (either expressed or implied) because of the orders of superiority that are given off in them? Why? we all ask. You can account for Garvey having to spend two years in prison. You may be cursed Christ. Of course, that is blessed, but what if he had? He would yet be Garvey. Maybe you can account for those two martyrs, Byrd and Fleming. They were blessed in Christian America. No, no, not that, for Garvey was placed in jail on no other charge but the fear of the disappointment of the fury of the ruling race. xyxy=(503,1474,662,1668)
lynching-para: On April 20, 1871, congress passed what was known as "An act to enforce the 14th amendment," of which Section 2 reads: "Be it enacted: That if two or more persons within any state or territory of the United States shall conspire together, or go in disguise upon the public highway or upon the premises of another for the purposes, either directly or indirectly, or depriving any person or any class of persons of the equal protection of the laws, or of equal privileges or immunities under the laws, or for the purpose of preventing or hindering the constituted authorities of any state from giving or securing to all persons within such state the equal protection of the laws, or shall conspire together for the purpose of in any manner impeding, hindering, obstructing or defeating the due course of justice in any state or territory, with the intent to deny to any citizen of the United States the due and equal protection of the laws, or to injure any person in his person or his property for lawfully enforcing the right of any person or class of persons to the equal protection of the laws, shall be punished by a fine of not less than five hundred, nor more than five thousand dollars, or by imprisonment with or without hard labor, as the court may determine, for a period of not less than six months nor more than six years, as the court may determine, or by both such fine and imprisonment, as the court may determine." xyxy=(262,113,488,442)
observations-para: Negro severs his connection with spiritual bondage the sooner he will quicken the pulses of his progressive forces. xyxy=(676,944,836,987)
health-logo-icon: THE WAY TO HEALTH xyxy=(504,49,578,119)
poem-line: They have not seen your face xyxy=(1030,396,1148,408)
president-intro-para: Nevertheless, they are too often subjected to thoughtless and inconsiderate treatment, unworthy alike of the white or Colored races. They have especially been made the target of the foul crime of lynching. For several years these acts of unlawful violence had been diminishing. In the last year they have shown an increase. Every principle of order and law and liberty is opposed to this crime. The congress should enact any legislation it can under the Constitution to provide for its elimination. xyxy=(18,1129,247,1251)
president-title: THE PRESIDENT SPEAKS xyxy=(50,882,215,928)
excuse-para: Editor Chicago Defender: Permit me to answer Mr. Gray of Brooklyn, whose contribution to this column appeared in this week's issue. xyxy=(1198,611,1340,654)
poem-line: Tomorrow never comes they say, xyxy=(856,879,988,891)
veterans-para: Go to your nearest American Legion post for the blanks and for assistance in filling them out properly. If there is no post near you, write directly to the veterans' bureau, Washington, D. C. And do it now. xyxy=(262,965,488,1014)
masthead xyxy=(18,47,247,232)
lynching-continued xyxy=(262,44,488,760)
poem-line: Life has its sunshine, life has its rain, xyxy=(856,654,1005,665)
poem-line: Life has its share of gladness and pain. xyxy=(856,666,989,689)
poem-line: Oblivious to those that do not see xyxy=(1030,566,1164,578)
observations-para: Please allow me space in your most widely read paper to answer Mr. Jackson apropos "Church vs. Theater" in your issue of Nov. 27. His letter was a protest of an editorial under the above caption. The editorial was and is a radical departure from the old order, that moss-covered custom of relegating progress to the rear while the Race became stagnant, waiting for religious dividends. It was, nevertheless, a most timely editorial and the shortcomings, if any, will arise only where it is feared that our people may pass it over for something less constructive. They will fall utterly to partake of such intelligent and refreshing morsel as your editorial gave. Mr. Jackson would measure a nation's progress by the sum total of its religion. Since when, Mr. Jackson, did we begin the classification of races or nations by its profuse Christian religion? xyxy=(503,944,662,1170)
true-para: Let this end all this promiscuous slander. xyxy=(1024,219,1184,240)
thanks-para: The next thing, it is not as radical as some of the other papers that are issued. xyxy=(1353,1175,1496,1207)
observations-para: Consider China. She went on her way knowing nothing and giving nothing for a hundred centuries except for unwavering ancestral worship. When other countries, she pursued the even tenor of her way, gradually absorbing others as she went. Suddenly it was discovered that she was without a white man's religion. xyxy=(676,1027,836,1113)
bird-para: Now, all of youse dat wants me in, make de know it by saying "I." xyxy=(850,1166,1010,1188)
cartoon-image xyxy=(1199,84,1495,473)
lights-header xyxy=(843,44,1190,79)
poem-line: The sparkles crushed under foot, xyxy=(1030,302,1161,313)
true-body xyxy=(1024,100,1184,240)
poem-line xyxy=(856,725,1010,737)
poem-line: Like the turbulent north winds xyxy=(856,1438,978,1450)
entered-notice: Entered as second-class matter, Feb. 1, 1916, at the PostOffice in Chicago, Ill., under act of March 3, 1879. xyxy=(21,153,243,172)
lynching-para: Section 5 of the same amendment says: "The congress shall have power to enforce, by appropriate legislation, the provisions of this article." xyxy=(262,44,488,80)
poem-line: And guide them forth from a morass of gloom, xyxy=(856,998,1002,1021)
paper-name: THE CHICAGO DEFENDER xyxy=(583,7,927,35)
poem-line: No matter how dark our path may be, xyxy=(856,962,1006,974)
homely-para: How many lives are like the old-fashioned lean-to shed attached to one-roomed cabins? Deprived of the main room, the shed collapses because it has no support upright of its own. xyxy=(505,1926,833,1962)
date-bar: SATURDAY, DECEMBER 17, 1927 xyxy=(18,397,247,421)
justice-para: Editor The Defender: Please allow me space to ask a few questions about "certain" justice. xyxy=(1198,1904,1340,1936)
observations-para: The church never questions the origin of a dollar. All they care for is the dollar, whether from harlots or legitimate trade, no distinction is made. Every race and nation needs an effective weapon of peace, but, Mr. Jackson, religion is not one of them. Garvey movement and such as he may forever advocate are the only effective kind, so take none of the facts as they present themselves. They may have been in Moses at some remote time in the past. I admire that myth about him and the rock, and the Red Sea march, because it compares favorably with another salutable story of my childhood days, "Jack and the Beanstalk." But I unhesitatingly put forward a man who in his deeds, the world as my witness, has done more good than any Moses can ever do, who would not deliver his people to be slaves to a creed, but through papers called them from the house of bondage and, raising their hands, ask work (not pray). For the night of hatred is upon you. He is none other than the prince of Negro journalism, Robert S. Abbott, with whom, by comparison, Moses is the proverbial candle held up before the sun. xyxy=(676,1296,836,1597)
poem-line: To shine in luster as you sing xyxy=(1030,325,1147,336)
jury-para: Stern courage and a sympathetic humanity distinguish the report of the Crenshaw county grand jury which investigated the floggings of citizens by the Ku Klux Klan in Alabama. If Alabama keeps a roll of honor for eminent civic service it should place on the roll the names of these jurymen. xyxy=(262,1099,488,1171)
coop-title: WE MUST CO-OPERATE xyxy=(699,1669,813,1680)
adv-title: ADVERTISING REPRESENTATIVE xyxy=(62,209,202,219)
cartoon-drawing-icon xyxy=(1200,86,1493,468)
poem-line: Do all the good you can today. xyxy=(856,891,979,902)
doctor-left xyxy=(503,159,662,859)
sig-lou: THE LADY CALLED LOU. xyxy=(1062,244,1181,255)
lynching-para: This amendment was passed and ratified July 28, 1868. xyxy=(262,84,488,108)
doctor-para: Mrs. L. G. of Pennsylvania writes: "I am 32 years old and have been married 16 years. My husband and I are both anxious for children. One doctor examined me and said I needed a local operation and several other doctors say that I need an abdominal operation. My left ovary is sensitive when I press on it with my finger. Can I have children without an operation? I am 5 ft. 2 in. and weigh 142 pounds. My husband has a swelling usually of his eyes and mouth—it starts with itching and swells on one side until it reaches the other side and then disappears as quickly as it came on. Can this be the cause? Please advise through the Defender what to do." xyxy=(503,385,662,557)
platform-item: 4—Engineers and firemen of our Race on all American railroads, steamships and government controlled industries. xyxy=(18,323,239,345)
poem-line: Don't say "no," xyxy=(856,1486,917,1497)
doctor-para: Reply: As there are so many causes for itching of the skin, it would be unfair to you to try to treat you through mail without first seeing you and making an examination as to the character and cause of your trouble. We would advise that you call for personal interview as you live in Chicago or go to some good skin clinic. As we mentioned a short time ago, there are several good Colored doctors here in Chicago who treat skin diseases. xyxy=(503,249,662,367)
president-body xyxy=(18,1256,247,1658)
platform-title: DEFENDER'S PLATFORM FOR AMERICA xyxy=(18,236,247,252)
obs-left xyxy=(503,945,662,1783)
poem-line: To bring forth incomparable melody; xyxy=(856,1296,1005,1308)
true-title: BUT ISN'T IT TRUE? xyxy=(1057,85,1150,96)
mouse-para: Cyclone, we can get along better without you. Your name caused a deep spell of soreness to fall upon the great city of St. Louis. Give us Lasers a chance, willya? xyxy=(850,322,1010,375)
poem-line: From life's rain let flowers of sunshine bloom. xyxy=(856,1022,973,1045)
bird-para: Dear Dewey R.: Sis readin yer Laser's column fer some time and am just about sick of so much poetry an such high brow stuff as dat. Let's snap of it, kid! xyxy=(850,1084,1010,1127)
poem-line: Boundless, xyxy=(856,1426,900,1438)
moods-poem-1 xyxy=(1030,278,1184,479)
publisher-name: THE ROBERT S. ABBOTT PUBLISHING CO. xyxy=(26,127,239,139)
platform-list xyxy=(18,255,247,391)
poem-line: Today brings contentment of the mind, xyxy=(856,690,986,713)
column-5-6: LIGHTS AND SHADOWS A Little Bit of Everything SAYS THE MOUSE TO THE ELEPHANT: "WATCH WHERE YOU'RE STEPPING, BIG BOY" Dear Dewey R., Lasers, Friends and "Babies": I regret very much to say that we have with us, present, some new members. Howsoever we're not responsible for all our tough luck. I have been asked of one of our most distinguished underworld Lasers, who hangs out around New York some place, to say a few words of discouragement to them. Dizzy! Ah that's the Las. So here's to our new members (including our "babies"). Hamlet, we welcome you as a Laser; and we hope you're no more than what your name represents. So lay off the Shakespeare stuff, willya? Cyclone, we can get along better without you. Your name caused a deep spell of soreness to fall upon the great city of St. Louis. Give us Lasers a chance, willya? Aye Gay Brown, say: Listen, girlie; don't start no Frenchy foolishness with us, will yu? Anyway who taught you how to speak English? Some American, I guess. Oh, well, we're noted for smart people over here. We're most too smart to prosper. Well so long as you don't make us speak French we'll be your American pals. Miss Ma Linda Lue, say, Aunt Linda, where'd you get that "sap, round, fat, and square head" description of the Lasers at? Pretty fresh, aintcha? Well we Lasers are sure peeved atcha. Don't depend upon that guy, Berrys, buying you a lollipop. That's the shot he shoots at all the birds. You'll probably have to walk home from the buggy ride. Think of me! my poor fair lady, me! think of me. The Bashful Babe will tellya 'bout me. Bashful Babe: (aw heck! I give up). THE MISSOURI NUT. St. Louis, Mo. LIFE Life has its sunshine, life has its rain, Life has its share of gladness and pain. Today brings contentment of the mind, Tomorrow for past joys we may pine. Why worry and fret for what we have not? Rejoice for the good things we have got. Fate rules our lives for good or ill, There's ever a way, if there's only the will. Think not of tomorrow and what it may bring. Do some good today and your heart will sing, Tomorrow never comes they say, Do all the good you can today. The sunshine of life is the pleasure we give, And brightens the corner where we live. No matter how dark our path may be, Keep a beacon bright for others to see. And guide them forth from a morass of gloom, From life's rain let flowers of sunshine bloom. SMILES. HEY, WHO LET THIS BIRD IN? Dear Dewey R.: Sis readin yer Laser's column fer some time and am just about sick of so much poetry an such high brow stuff as dat. Let's snap of it, kid! Now, if youse fellers'll gimme a "brake" in yer outfit I'll put one over fer youse that just wont shivver fer a cold snap. Now, all of youse dat wants me in, make de know it by saying "I." Wot? Nobody says nothin? Well, silence bein the same as consent, I calls myself a member. An dats a bowl of onion soup fer youse! THE APACHE. LELIA The lightness of your simple fingers Dallying with black and white keys To bring forth incomparable melody; The sparkling of your shining hair; The thrill of your whole magic Personality; The closeness of yourself to me— Of your lips to mine— Has unlocked this pent-up Heart of mine And all of its hidden, subdued emotions Rush out tumultous, Boundless, Like the turbulent north winds Unleashed from their bag, To run loose in one wild, Joyous ecstasy. Don't say "no," For if you do this strange casket Of a heart of mine Will close again Forevermore. THE BERRYS. BUT ISN'T IT TRUE? I SAY— I'm going to sue somebody (and I strongly suspect it's Dewey R.) for spoiling my chances for matrimony. The man publishes to the world that I am in love with some one person—and that will never do—with all due respect to the person. Also, I'm going to sue HMB for being accessory. Let this end all this promiscuous slander. THE LADY CALLED LOU. MOODS Little Lover of Life, Gleaning from the hard pathways The sparkles crushed under foot, To gird around your neck To shine in luster as you sing In your accord— In discord With those who sing sad songs of strife— They have not seen your face As you dance with mirth And glide across the shining floor With life and love together; They cannot know That to you life is joy and love Is laughter. Yo, indeed, must think wonderful thoughts, For why should I see you alone With a wistful smile curling your lips, With dimpled cheek and hair that's prone To circle your eyes of diamond chips. There must be another world for you; A world entangled in tangent moods, Oblivious to those that do not see Your thoughts in fancy fleeting broods, That are so easily revealed to me. BAREFIELD GORDON. Now that Gary has made student strikes popular, it seems that Howard and Hampton are going to prove that those white kids are not so superior after all. DEWEY R. xyxy=(843,44,1191,1956)
lights-title: LIGHTS AND SHADOWS xyxy=(850,49,1039,75)
history-body xyxy=(1354,1834,1496,2095)
sig-williams: EDDIE L. WILLIAMS, xyxy=(1395,2380,1493,2391)
heroes-body xyxy=(1198,2255,1340,2398)
observations-para: When any nation emerges religion in its entity, as prescribed by the Bible, that nation or race then and there abolishes itself to religious intolerance and racial proscription, despite one's ability to attain their selfish ends. xyxy=(503,1295,662,1360)
civilization-title: CIVILIZATION xyxy=(65,428,199,450)
lynching-body xyxy=(18,1694,247,1893)
bird-body xyxy=(850,1084,1010,1235)
doctor-para: Reply: Your case calls for careful examination. No one would be justified in instituting treatment through mail without first making an examination of you. Your trouble may be due to chronic appendicitis, enlargement and inflammation of spleen or the pancreas may be diseased and too the trouble may be located in your stomach. A good doctor will be able to diagnose your case and remedy the cause. You must have confidence in your doctor and remain under his care. xyxy=(676,719,836,859)
true-para: Also, I'm going to sue HMB for being accessory. xyxy=(1024,193,1184,215)
strike-para: The Hampton Normal and Industrial was almost dragged into the realms of shame and disgrace, just as some of our other schools of renown throughout the country; and in the same manner, by her own students. It is pathetic to think of how students nowadays seem to be seeking pleasure and merriment instead of education and understanding. In fact, the colleges seem to be serving the public as a winter resort. It's not the colleges, but students who are simply entering for the sole purpose of learning a new dance, or a new kind of bob, together with the various Parisian styles. xyxy=(262,1463,488,1609)
lynching-para: This law, having been on our statute books for more than 50 years, having been considered constitutional by every authority in the land, should be sufficient to stop the crime of lynching if congress cared to see that it is enforced. xyxy=(262,447,488,507)
lynching-para: President Coolidge in his recent address to congress asks that a law be passed to prevent lynchings. "Every principle of order and law and liberty is opposed by this crime. The congress should enact any legislation it can under the Constitution to provide for its elimination," said Mr. Coolidge. xyxy=(18,1693,247,1766)
founded-line: Founded May 5, 1905, by ROBERT S. ABBOTT, LL. B. xyxy=(35,104,230,113)
poem-line: With life and love together; xyxy=(1030,432,1140,443)
adv-rep: W. B. ZIFF CO., Chicago, New York, Los Angeles, Atlanta. xyxy=(30,222,235,230)
wps-title: WHAT THE PEOPLE SAY xyxy=(1199,480,1495,562)
bird-title: HEY, WHO LET THIS BIRD IN? xyxy=(859,1069,1000,1080)
civilization-para: Two countries—America and England—both representing white civilization. What's the answer? xyxy=(18,843,247,867)
doctor-tag2: Aid Remedies, Hygienics and Sanitation. xyxy=(625,95,793,106)
sig-missouri: THE MISSOURI NUT. xyxy=(910,605,1007,616)
lynching-title: TO ABOLISH LYNCHING xyxy=(31,1672,233,1692)
abbott-quote: You enjoy most what you accomplish for yourself.—Robert S. Abbott. xyxy=(502,2038,836,2079)
sig-struther: L. LAURIE L. STRUTHER, xyxy=(1375,1426,1493,1437)
edu-para: Editor Chicago Defender: Please allow space in your weekly for the following remarks, as I have been reading articles in various papers from some of our Race men and women, still asking for a chance and more time. Race leaders and editors, they have asked us what is needed and what is needed race needs. In my opinion it is production. How can the Negro expect to receive recognition until he produces something that the public wants? We have got to make ourselves wanted before we can demand anything worth while. Our educational system is all reverse. Why should we educate our children for something that is not practical? Our boys and girls go to college and take courses that are of no use to them at all, such as Latin, Greek and fine arts. xyxy=(1198,1616,1340,1852)
president-intro-para: History does not anywhere record so much progress in the same length of time as that which has been accomplished by the Negro race in the United States since the Emancipation Proclamation. They have come up from slavery to be prominent in education, the professions, art, science, agriculture, banking and commerce. It is estimated that 50,000 of them are on the government pay rolls, drawing about $50,000,000 each year. They have been the recipients of presidential appointments, and their professional ability has arisen to a sufficiently high plane so that they have been intrusted with the entire management and control of the great veterans hospital at Tuskegee, where their conduct has taken high rank. They have shown that they have been worthy of all the encouragement which they have received. xyxy=(18,930,247,1125)
homely-para: Even so, lives indolently reclining upon the strong timber of another's bulwark, are always in danger of collapse should the security be removed. xyxy=(505,1966,833,1990)
other-papers-title: OTHER PAPERS SAY xyxy=(279,1029,471,1050)
excuse-para: Colored people are still leaving the South in droves. When they come northward let it be with a feeling of hope and determination to be constructive for the benefit of the future generations. Dirty barber shops, pool rooms, etc., may afford them a living, however, or otherwise, but a pooling of this money in industrial enterprise would give many employment that are out of trade, and be an exemplary to the children to come. xyxy=(1198,1413,1340,1553)
platform-item: 2—The appointment of a member of the Race to the president's cabinet. xyxy=(18,277,212,299)
homely-para: It is well, therefore, now and then to take stock of one's personal strength and stability—making sure that the continuity of our lives are not wholly dependent upon the proximity of a stronger personality. xyxy=(505,1995,833,2030)
strike-para: W. T. B. Williams, Robert S. Abbott, R. R. Moton, Booker Washington and such noted characters went to Hampton, staid there and got what Hampton had to offer. They went for something and they brought away something. Hampton did not offer the conveniences it now offers, but Booker Washington was only looking for a chance to work and develop Booker. He walked to Hampton and slept under a bridge en route there. He was determined to get something worth while. Strikes in schools only indicate that many allow the influential few to do their thinking, and must always have some one to do their thinking. xyxy=(262,1614,488,1772)
issue-date: SATURDAY, DECEMBER 17, 1927 xyxy=(1249,13,1499,32)
column-2 xyxy=(255,44,496,1956)
poem-line xyxy=(856,903,1010,915)
history-para: Editor Chicago Defender: I have noted with care the agitation going on in Chicago through Mayor William Hale Thompson and the public school board with reference to having heroes names appear in the histories to be taught in Chicago public high schools. xyxy=(1353,1834,1496,1920)
jury-source: [Chicago Tribune] xyxy=(344,1085,406,1095)
cartoon-credit: [Copyright by The Chicago Tribune] xyxy=(1292,72,1402,80)
doctor-para: Reply: As you have had several doctors to examine you—some have advised a local operation and several have advised an abdominal operation and as there are at least good doctors in your city, we advise you to follow the advice of those doctors who have examined you and know well your condition. They are in a better position to advise you than we are as to what course you should pursue. No, we do not think the itching and swelling of your husband's eyes and mouth has anything to do with your not having children. It may be just a nerve twitching which you can easily ascertain by taking the matter up with a good nerve specialist in your city. What to do? You and your husband see a competent doctor—go to him and both of you submit to a careful examination, then follow his advice as to what is best to do to obtain the object of your most earnest desire. xyxy=(503,561,662,797)
thanks-title: THANKS; WE'LL TRY xyxy=(1375,1038,1475,1050)
news-para: My suggestion is that, in your fight against crime, you have one of your reporters write a series of articles concerning the horrors which a man experiences after he has committed murder. I have had the experience of being around two criminals for short periods of time and have listened with tense nerves to their cries, yells and howls in the night while they were asleep. I am sure you have writers who could get up some swell information on these cases that would prove interesting and would restrain some of our young folks from thinking about this. xyxy=(1353,2204,1496,2376)
justice-body xyxy=(1198,1904,1340,2191)
poem-line: There's ever a way, if there's only the will. xyxy=(856,797,1005,819)
poem-line: Personality; xyxy=(856,1331,904,1343)
poor-title: SETTING POOR EXAMPLE xyxy=(1362,1459,1487,1471)
sig-eskridge: ARNETT VONEYDOAR ESKRIDGE, xyxy=(1388,994,1493,1017)
